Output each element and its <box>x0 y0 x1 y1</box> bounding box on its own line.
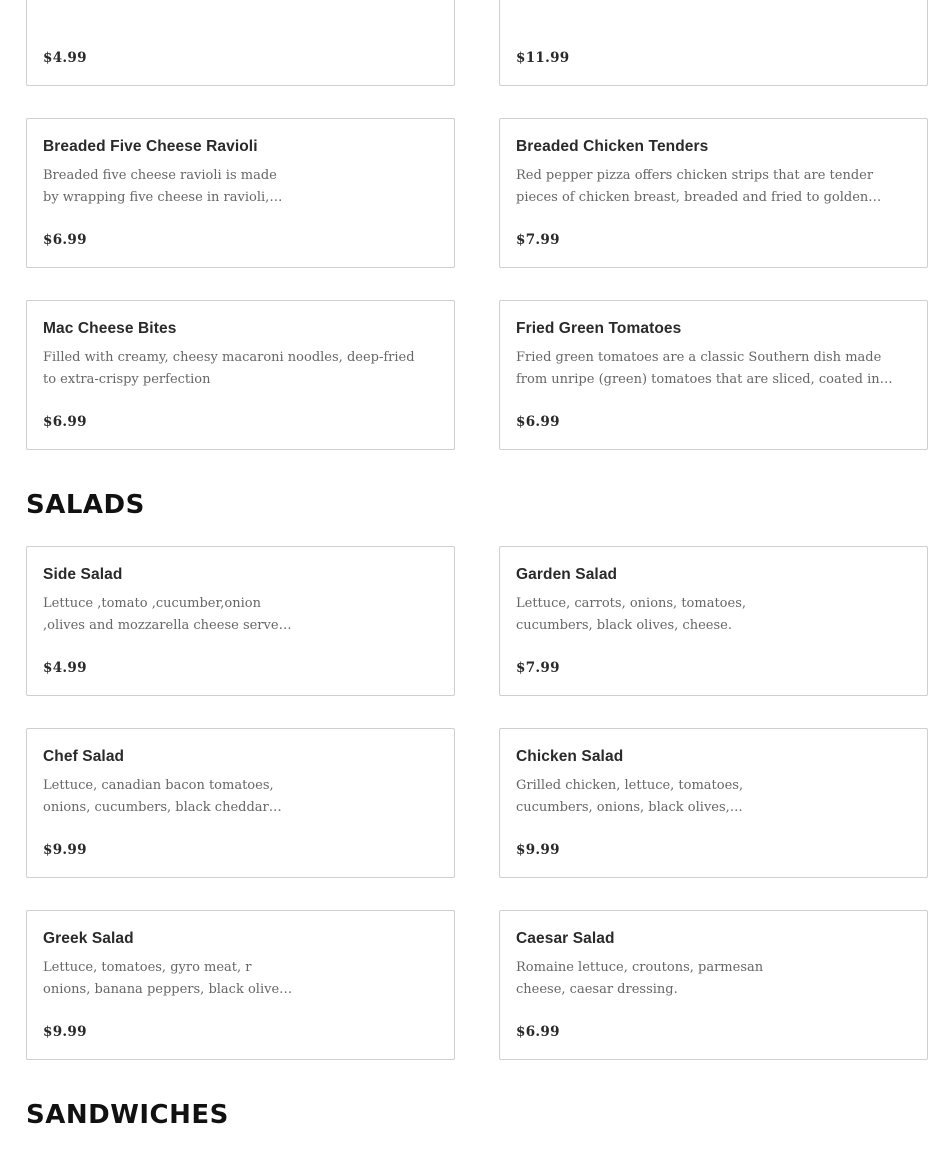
item-description <box>516 0 903 5</box>
item-name: Greek Salad <box>43 930 134 947</box>
item-description: Lettuce, canadian bacon tomatoes, onions, cucumbers, black cheddar <box>43 778 274 815</box>
menu-item-card[interactable] <box>26 0 455 86</box>
item-name: Mac Cheese Bites <box>43 320 177 337</box>
menu-item-card[interactable] <box>499 910 928 1060</box>
item-description: Grilled chicken, lettuce, tomatoes, cucumbers, onions, black olives, <box>516 778 744 815</box>
item-name: Garden Salad <box>516 566 618 583</box>
item-price: $6.99 <box>43 232 87 248</box>
item-price: $6.99 <box>516 1024 560 1040</box>
section-title-sandwiches: SANDWICHES <box>26 1100 229 1130</box>
menu-item-card[interactable] <box>499 300 928 450</box>
menu-item-card[interactable] <box>26 910 455 1060</box>
item-name: Chef Salad <box>43 748 125 765</box>
item-description: Lettuce ,tomato ,cucumber,onion ,olives and mozzarella cheese served <box>43 596 287 633</box>
item-price: $11.99 <box>516 50 570 66</box>
menu-item-card[interactable] <box>26 546 455 696</box>
item-description: Lettuce, carrots, onions, tomatoes, cucumbers, black olives, cheese. <box>516 596 747 633</box>
item-price: $9.99 <box>516 842 560 858</box>
item-description: Romaine lettuce, croutons, parmesan cheese, caesar dressing. <box>516 960 764 997</box>
section-title-salads: SALADS <box>26 490 145 520</box>
item-name: Breaded Chicken Tenders <box>516 138 709 155</box>
menu-item-card[interactable] <box>499 0 928 86</box>
item-price: $6.99 <box>516 414 560 430</box>
item-description: Breaded five cheese ravioli is made by wrapping five cheese in ravioli, <box>43 168 277 205</box>
item-price: $4.99 <box>43 660 87 676</box>
menu-item-card[interactable] <box>499 118 928 268</box>
item-price: $6.99 <box>43 414 87 430</box>
item-price: $4.99 <box>43 50 87 66</box>
item-price: $9.99 <box>43 1024 87 1040</box>
item-name: Caesar Salad <box>516 930 615 947</box>
item-description: Red pepper pizza offers chicken strips that are tender pieces of chicken breast, breaded and fried to golden <box>516 168 874 205</box>
item-description: Fried green tomatoes are a classic Southern dish made from unripe (green) tomatoes that are sliced, coated in <box>516 350 882 387</box>
item-name: Fried Green Tomatoes <box>516 320 682 337</box>
menu-item-card[interactable] <box>499 546 928 696</box>
item-name: Chicken Salad <box>516 748 624 765</box>
menu-item-card[interactable] <box>26 728 455 878</box>
item-name: Side Salad <box>43 566 123 583</box>
item-name: Breaded Five Cheese Ravioli <box>43 138 258 155</box>
item-price: $7.99 <box>516 660 560 676</box>
item-description: Filled with creamy, cheesy macaroni noodles, deep-fried to extra-crispy perfection <box>43 350 415 387</box>
menu-item-card[interactable] <box>26 300 455 450</box>
item-price: $9.99 <box>43 842 87 858</box>
item-price: $7.99 <box>516 232 560 248</box>
item-description: Lettuce, tomatoes, gyro meat, r onions, banana peppers, black olives, <box>43 960 290 997</box>
menu-item-card[interactable] <box>26 118 455 268</box>
menu-item-card[interactable] <box>499 728 928 878</box>
